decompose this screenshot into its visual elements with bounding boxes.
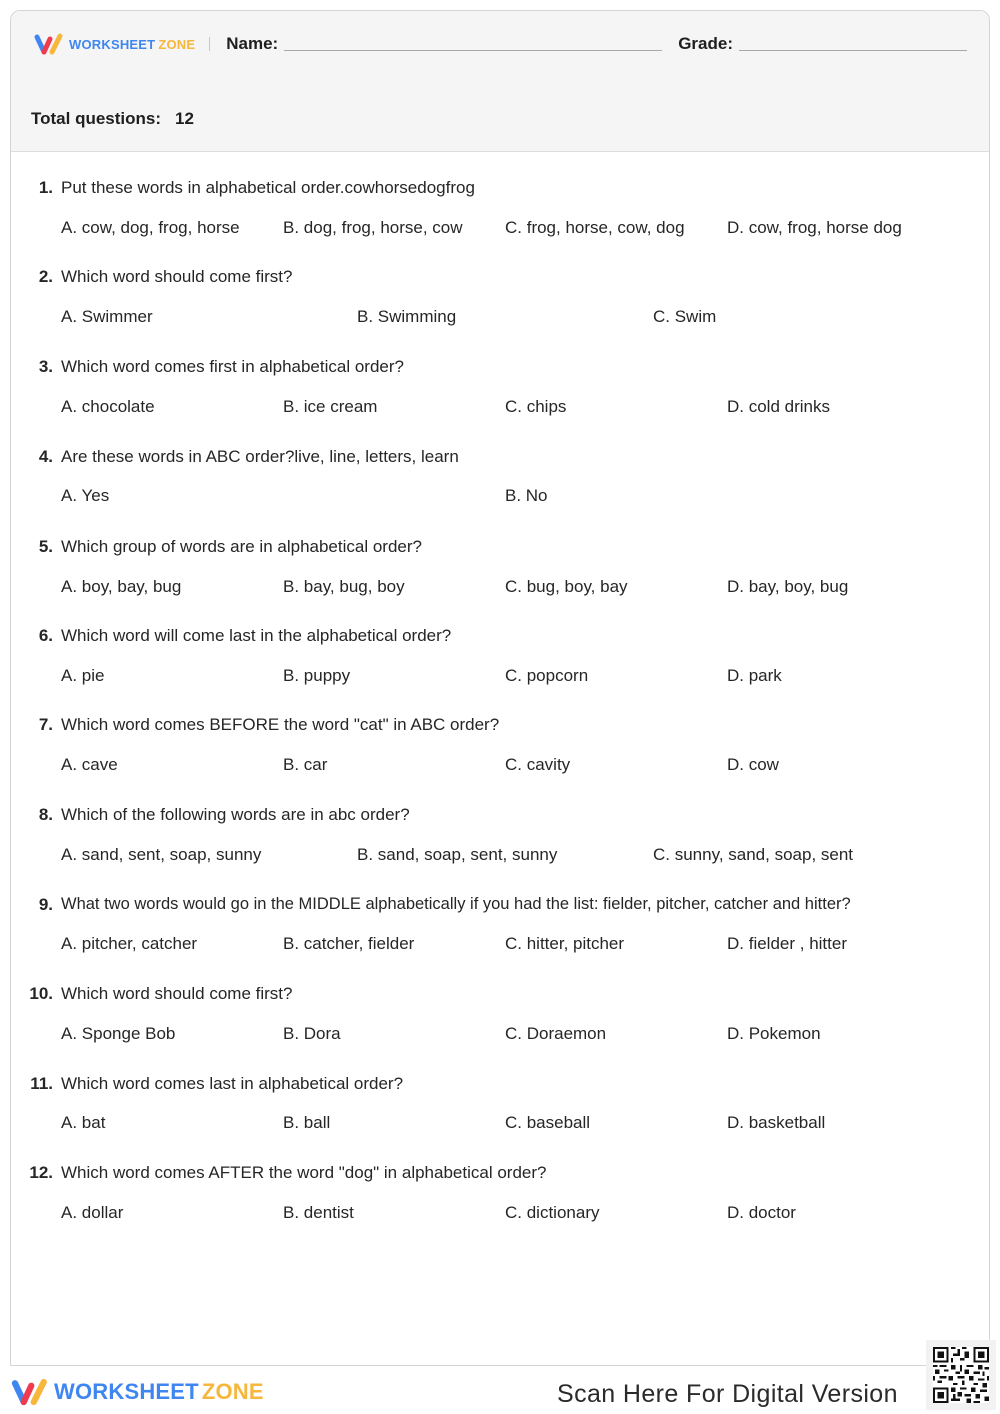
question-text: Which word comes last in alphabetical order?	[61, 1074, 404, 1093]
qr-code-icon[interactable]	[926, 1340, 996, 1410]
option-b[interactable]: B. dog, frog, horse, cow	[283, 218, 463, 237]
question-text: Which of the following words are in abc order?	[61, 805, 410, 824]
option-b[interactable]: B. dentist	[283, 1203, 354, 1222]
question-text: Which word will come last in the alphabetical order?	[61, 626, 452, 645]
option-d[interactable]: D. fielder , hitter	[727, 934, 847, 953]
option-b[interactable]: B. Dora	[283, 1024, 341, 1043]
question-number: 1.	[38, 178, 53, 197]
question-number: 4.	[38, 447, 53, 466]
question-number: 12.	[29, 1163, 53, 1182]
name-input-line[interactable]	[284, 50, 662, 51]
brand-wordmark: WORKSHEET ZONE	[54, 1379, 264, 1404]
question-text: Put these words in alphabetical order.cowhorsedogfrog	[61, 178, 475, 197]
scan-caption: Scan Here For Digital Version	[557, 1380, 898, 1408]
worksheet-page	[10, 10, 990, 1366]
option-a[interactable]: A. Swimmer	[61, 307, 153, 326]
question-number: 8.	[38, 805, 53, 824]
option-d[interactable]: D. Pokemon	[727, 1024, 821, 1043]
option-a[interactable]: A. chocolate	[61, 397, 155, 416]
option-a[interactable]: A. sand, sent, soap, sunny	[61, 845, 262, 864]
option-b[interactable]: B. catcher, fielder	[283, 934, 415, 953]
question-number: 3.	[38, 357, 53, 376]
total-questions-value: 12	[175, 109, 194, 128]
question-text: What two words would go in the MIDDLE alphabetically if you had the list: fielder, pitcher, catcher and hitter?	[61, 895, 851, 913]
page-footer	[0, 1366, 1000, 1414]
option-c[interactable]: C. bug, boy, bay	[505, 577, 628, 596]
question-text: Which word comes first in alphabetical order?	[61, 357, 404, 376]
question-number: 6.	[38, 626, 53, 645]
option-d[interactable]: D. bay, boy, bug	[727, 577, 849, 596]
option-b[interactable]: B. bay, bug, boy	[283, 577, 405, 596]
worksheetzone-logo-icon	[10, 1376, 50, 1408]
qr-code-graphic	[933, 1347, 989, 1403]
grade-label: Grade:	[678, 34, 733, 53]
option-b[interactable]: B. ball	[283, 1113, 331, 1132]
option-d[interactable]: D. park	[727, 666, 782, 685]
footer-brand	[10, 1376, 264, 1408]
worksheetzone-logo-icon	[33, 32, 65, 56]
total-questions-label: Total questions:	[31, 109, 162, 128]
option-b[interactable]: B. car	[283, 755, 328, 774]
option-d[interactable]: D. basketball	[727, 1113, 826, 1132]
option-b[interactable]: B. ice cream	[283, 397, 378, 416]
option-b[interactable]: B. Swimming	[357, 307, 457, 326]
option-b[interactable]: B. sand, soap, sent, sunny	[357, 845, 558, 864]
question-text: Which word comes AFTER the word "dog" in alphabetical order?	[61, 1163, 547, 1182]
question-number: 2.	[38, 267, 53, 286]
option-c[interactable]: C. dictionary	[505, 1203, 600, 1222]
worksheet-header	[11, 11, 989, 152]
question-text: Which group of words are in alphabetical order?	[61, 537, 422, 556]
option-a[interactable]: A. pie	[61, 666, 105, 685]
option-a[interactable]: A. cow, dog, frog, horse	[61, 218, 240, 237]
option-c[interactable]: C. hitter, pitcher	[505, 934, 625, 953]
grade-input-line[interactable]	[739, 50, 967, 51]
option-b[interactable]: B. puppy	[283, 666, 351, 685]
option-c[interactable]: C. baseball	[505, 1113, 591, 1132]
option-a[interactable]: A. pitcher, catcher	[61, 934, 198, 953]
option-a[interactable]: A. boy, bay, bug	[61, 577, 182, 596]
option-a[interactable]: A. dollar	[61, 1203, 124, 1222]
name-label: Name:	[226, 34, 279, 53]
option-d[interactable]: D. cold drinks	[727, 397, 830, 416]
question-text: Which word should come first?	[61, 267, 293, 286]
option-c[interactable]: C. Swim	[653, 307, 717, 326]
question-text: Are these words in ABC order?live, line, letters, learn	[61, 447, 459, 466]
question-number: 7.	[38, 715, 53, 734]
brand-row	[33, 31, 967, 57]
option-c[interactable]: C. cavity	[505, 755, 571, 774]
question-text: Which word should come first?	[61, 984, 293, 1003]
option-c[interactable]: C. chips	[505, 397, 567, 416]
option-c[interactable]: C. frog, horse, cow, dog	[505, 218, 685, 237]
question-number: 5.	[38, 537, 53, 556]
option-a[interactable]: A. cave	[61, 755, 118, 774]
question-text: Which word comes BEFORE the word "cat" in ABC order?	[61, 715, 500, 734]
option-d[interactable]: D. doctor	[727, 1203, 796, 1222]
option-a[interactable]: A. bat	[61, 1113, 106, 1132]
option-d[interactable]: D. cow	[727, 755, 779, 774]
total-questions	[31, 109, 194, 129]
option-c[interactable]: C. popcorn	[505, 666, 589, 685]
question-number: 11.	[30, 1074, 53, 1093]
brand-wordmark: WORKSHEET ZONE	[69, 36, 196, 52]
brand-divider	[209, 37, 210, 51]
option-c[interactable]: C. Doraemon	[505, 1024, 607, 1043]
option-a[interactable]: A. Yes	[61, 486, 110, 505]
option-d[interactable]: D. cow, frog, horse dog	[727, 218, 902, 237]
question-number: 9.	[38, 895, 53, 914]
option-b[interactable]: B. No	[505, 486, 548, 505]
question-number: 10.	[29, 984, 53, 1003]
option-a[interactable]: A. Sponge Bob	[61, 1024, 176, 1043]
option-c[interactable]: C. sunny, sand, soap, sent	[653, 845, 854, 864]
